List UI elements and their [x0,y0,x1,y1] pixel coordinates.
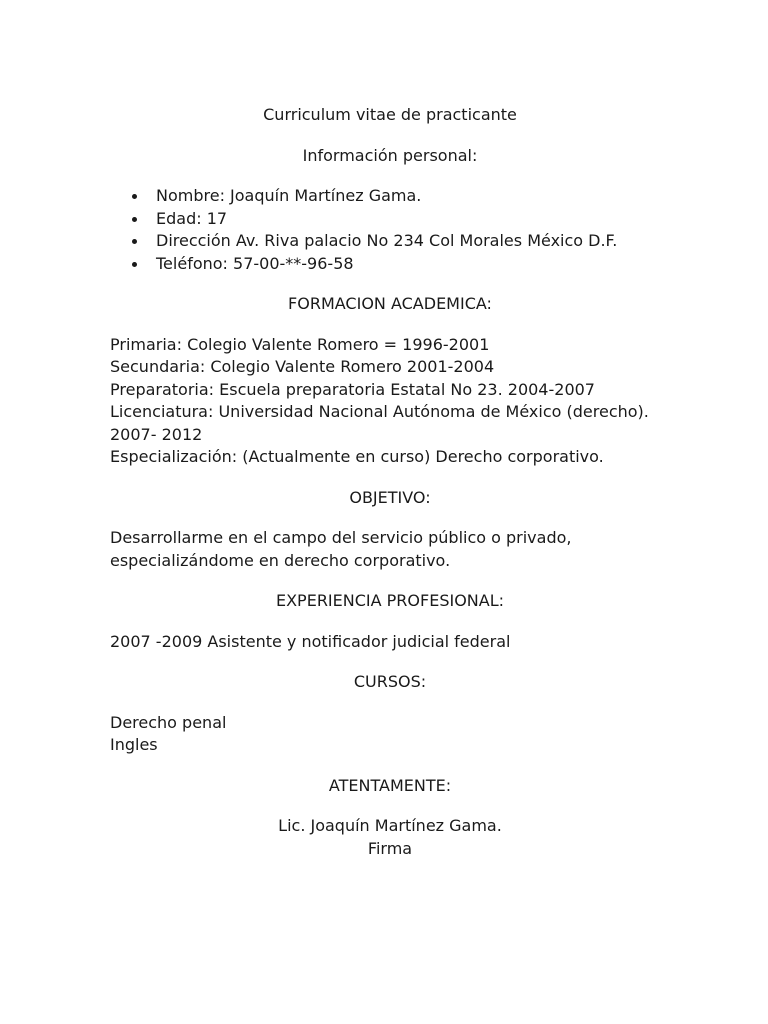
signer-name: Lic. Joaquín Martínez Gama. [278,816,502,835]
objective-section [110,527,670,572]
personal-item-address: Dirección Av. Riva palacio No 234 Col Morales México D.F. [156,231,618,250]
personal-item-phone: Teléfono: 57-00-**-96-58 [156,253,354,273]
courses-heading: CURSOS: [353,672,427,691]
list-item [110,208,670,231]
bullet-icon [132,262,137,267]
objective-heading: OBJETIVO: [349,487,431,507]
list-item [110,230,670,253]
education-secondary: Secundaria: Colegio Valente Romero 2001-2004 [110,357,495,376]
list-item [110,253,670,276]
education-specialization: Especialización: (Actualmente en curso) Derecho corporativo. [110,447,604,466]
bullet-icon [132,217,137,222]
course-item: Ingles [110,735,158,754]
experience-line: 2007 -2009 Asistente y notificador judicial federal [110,631,511,651]
document-title: Curriculum vitae de practicante [263,105,517,124]
education-heading: FORMACION ACADEMICA: [288,294,492,313]
bullet-icon [132,239,137,244]
experience-heading: EXPERIENCIA PROFESIONAL: [275,591,505,610]
bullet-icon [132,194,137,199]
education-university: Licenciatura: Universidad Nacional Autónoma de México (derecho). [110,402,649,421]
courses-section [110,712,670,757]
personal-info-heading: Información personal: [302,145,478,165]
experience-section [110,631,670,654]
personal-item-name: Nombre: Joaquín Martínez Gama. [156,186,422,205]
cv-document [110,104,670,860]
signature-label: Firma [367,838,413,858]
education-preparatory: Preparatoria: Escuela preparatoria Estatal No 23. 2004-2007 [110,379,595,399]
course-item: Derecho penal [110,712,227,732]
personal-item-age: Edad: 17 [156,208,228,228]
objective-line: especializándome en derecho corporativo. [110,550,451,570]
list-item [110,185,670,208]
objective-line: Desarrollarme en el campo del servicio público o privado, [110,528,572,547]
education-section [110,334,670,469]
personal-info-list [110,185,670,275]
education-university-years: 2007- 2012 [110,424,203,444]
closing-heading: ATENTAMENTE: [328,775,452,795]
education-primary: Primaria: Colegio Valente Romero = 1996-2001 [110,334,490,354]
